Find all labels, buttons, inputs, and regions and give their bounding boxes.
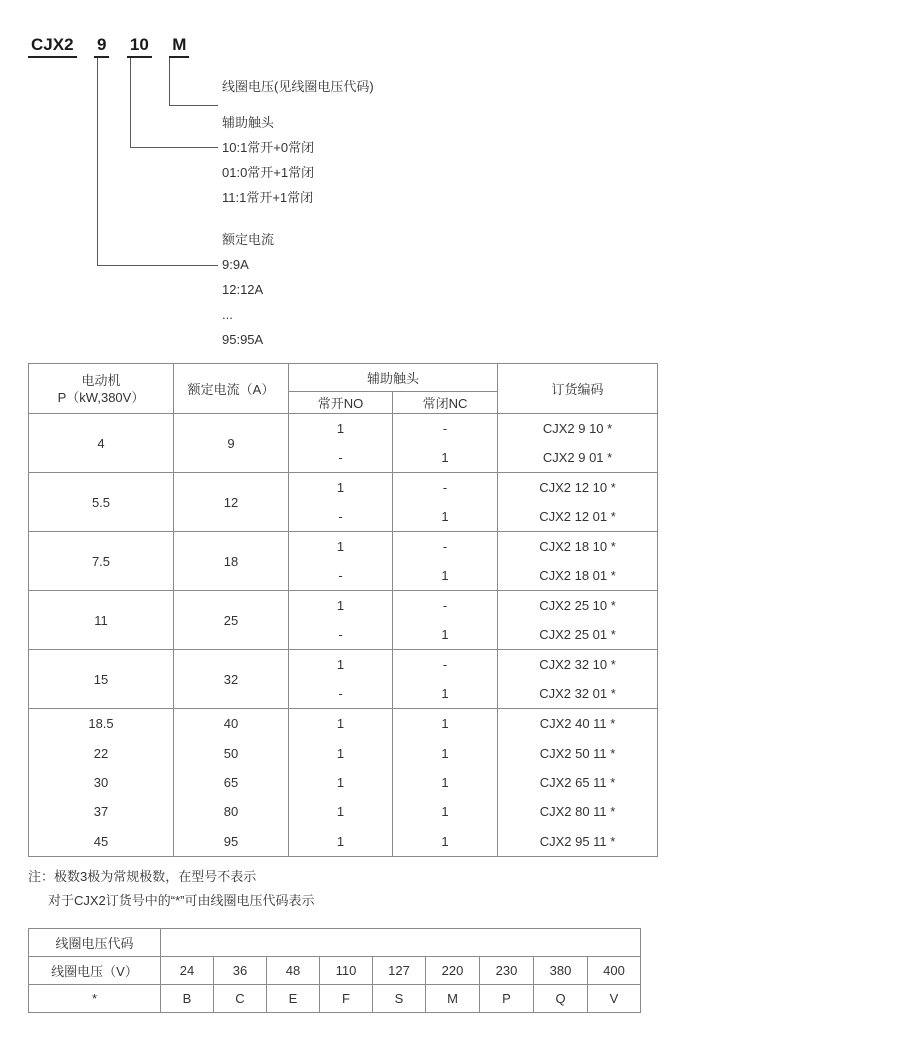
no-value: - (338, 450, 343, 465)
voltage-code: C (214, 985, 267, 1013)
rated-current: 65 (223, 774, 239, 790)
connector-line-current-h (97, 265, 218, 266)
voltage-value: 24 (161, 957, 214, 985)
coil-voltage-label: 线圈电压(见线圈电压代码) (222, 79, 374, 94)
order-code: CJX2 25 01 * (539, 627, 616, 642)
motor-power-cell: 7.5 (29, 532, 174, 591)
voltage-table-title-spacer (161, 929, 641, 957)
rated-current: 95 (223, 833, 239, 849)
order-code: CJX2 12 10 * (539, 480, 616, 495)
nc-cell (393, 532, 498, 591)
model-part-aux: 10 (127, 35, 152, 58)
voltage-code: S (373, 985, 426, 1013)
rated-current: 50 (223, 745, 239, 761)
motor-power: 45 (93, 833, 109, 849)
order-code: CJX2 80 11 * (539, 804, 616, 820)
col-header-nc: 常闭NC (393, 392, 498, 414)
col-header-rated-current: 额定电流（A） (174, 364, 289, 414)
nc-value: 1 (441, 804, 449, 820)
nc-value: 1 (441, 568, 449, 583)
nc-value: - (442, 539, 448, 554)
motor-power-cell: 5.5 (29, 473, 174, 532)
model-part-voltage: M (169, 35, 189, 58)
col-header-aux-contacts: 辅助触头 (289, 364, 498, 392)
rated-current-item: 12:12A (222, 282, 264, 297)
aux-contact-item: 10:1常开+0常闭 (222, 140, 315, 155)
table-row-combined (29, 709, 658, 857)
no-value: 1 (336, 539, 345, 554)
no-value: 1 (336, 421, 345, 436)
nc-value: 1 (441, 833, 449, 849)
voltage-code: E (267, 985, 320, 1013)
nc-value: 1 (441, 627, 449, 642)
voltage-code: V (588, 985, 641, 1013)
rated-current-cell: 9 (174, 414, 289, 473)
voltage-code: M (426, 985, 480, 1013)
order-code-cell (498, 532, 658, 591)
rated-current: 80 (223, 804, 239, 820)
order-code: CJX2 25 10 * (539, 598, 616, 613)
nc-cell (393, 650, 498, 709)
connector-line-voltage-h (169, 105, 218, 106)
rated-current-item: 95:95A (222, 332, 264, 347)
motor-power-cell: 4 (29, 414, 174, 473)
voltage-code: Q (534, 985, 588, 1013)
motor-power-cell (29, 709, 174, 857)
note-line-1: 注：极数3极为常规极数，在型号不表示 (28, 869, 257, 884)
rated-current: 40 (223, 716, 239, 732)
order-code: CJX2 32 10 * (539, 657, 616, 672)
rated-current-item: 9:9A (222, 257, 249, 272)
motor-power: 37 (93, 804, 109, 820)
nc-value: - (442, 480, 448, 495)
connector-line-aux-h (130, 147, 218, 148)
col-header-motor (29, 364, 174, 414)
motor-power: 22 (93, 745, 109, 761)
nc-value: 1 (441, 686, 449, 701)
aux-contact-heading: 辅助触头 (222, 115, 275, 130)
voltage-table-title: 线圈电压代码 (29, 929, 161, 957)
table-row (29, 650, 658, 709)
nc-cell (393, 709, 498, 857)
model-code (28, 35, 202, 58)
no-cell (289, 650, 393, 709)
no-cell (289, 709, 393, 857)
nc-cell (393, 473, 498, 532)
voltage-row-label: 线圈电压（V） (29, 957, 161, 985)
order-code-cell (498, 591, 658, 650)
voltage-value: 400 (588, 957, 641, 985)
no-value: - (338, 686, 343, 701)
note-line-2: 对于CJX2订货号中的“*”可由线圈电压代码表示 (48, 893, 315, 908)
order-code: CJX2 18 01 * (539, 568, 616, 583)
rated-current-cell: 32 (174, 650, 289, 709)
voltage-value: 380 (534, 957, 588, 985)
no-value: 1 (336, 657, 345, 672)
rated-current-cell (174, 709, 289, 857)
voltage-code: B (161, 985, 214, 1013)
star-row-label: * (29, 985, 161, 1013)
motor-power: 30 (93, 774, 109, 790)
model-part-series: CJX2 (28, 35, 77, 58)
order-code: CJX2 9 01 * (542, 450, 613, 465)
nc-cell (393, 591, 498, 650)
table-row (29, 532, 658, 591)
no-value: - (338, 568, 343, 583)
coil-voltage-table (28, 928, 641, 1013)
no-value: 1 (336, 598, 345, 613)
voltage-value: 230 (480, 957, 534, 985)
nc-cell (393, 414, 498, 473)
motor-power-cell: 11 (29, 591, 174, 650)
order-code-cell (498, 414, 658, 473)
model-part-current: 9 (94, 35, 109, 58)
rated-current-item: ... (222, 307, 233, 322)
order-code: CJX2 9 10 * (542, 421, 613, 436)
nc-value: 1 (441, 774, 449, 790)
rated-current-heading: 额定电流 (222, 232, 275, 247)
voltage-code: F (320, 985, 373, 1013)
rated-current-cell: 25 (174, 591, 289, 650)
nc-value: 1 (441, 716, 449, 732)
no-cell (289, 532, 393, 591)
rated-current-cell: 18 (174, 532, 289, 591)
no-cell (289, 591, 393, 650)
table-row (29, 414, 658, 473)
motor-power: 18.5 (88, 716, 114, 732)
nc-value: 1 (441, 509, 449, 524)
voltage-code: P (480, 985, 534, 1013)
table-row (29, 473, 658, 532)
order-code: CJX2 50 11 * (539, 745, 616, 761)
connector-line-voltage-v (169, 58, 170, 105)
voltage-value: 127 (373, 957, 426, 985)
motor-power-cell: 15 (29, 650, 174, 709)
no-value: - (338, 509, 343, 524)
voltage-value: 220 (426, 957, 480, 985)
no-value: 1 (336, 833, 345, 849)
connector-line-current-v (97, 58, 98, 265)
no-value: 1 (336, 480, 345, 495)
order-code: CJX2 40 11 * (539, 716, 616, 732)
no-cell (289, 414, 393, 473)
order-code: CJX2 95 11 * (539, 833, 616, 849)
order-code: CJX2 65 11 * (539, 774, 616, 790)
table-row (29, 591, 658, 650)
no-value: 1 (336, 774, 345, 790)
rated-current-cell: 12 (174, 473, 289, 532)
voltage-value: 48 (267, 957, 320, 985)
aux-contact-item: 11:1常开+1常闭 (222, 190, 314, 205)
nc-value: - (442, 598, 448, 613)
connector-line-aux-v (130, 58, 131, 147)
order-code-cell (498, 473, 658, 532)
col-header-motor-line1: 电动机 (81, 372, 121, 388)
no-cell (289, 473, 393, 532)
no-value: - (338, 627, 343, 642)
aux-contact-item: 01:0常开+1常闭 (222, 165, 315, 180)
nc-value: 1 (441, 450, 449, 465)
nc-value: - (442, 421, 448, 436)
col-header-no: 常开NO (289, 392, 393, 414)
order-code: CJX2 32 01 * (539, 686, 616, 701)
no-value: 1 (336, 745, 345, 761)
voltage-value: 36 (214, 957, 267, 985)
order-code-cell (498, 650, 658, 709)
no-value: 1 (336, 716, 345, 732)
order-code: CJX2 12 01 * (539, 509, 616, 524)
no-value: 1 (336, 804, 345, 820)
order-code-cell (498, 709, 658, 857)
nc-value: 1 (441, 745, 449, 761)
col-header-order-code: 订货编码 (498, 364, 658, 414)
order-code: CJX2 18 10 * (539, 539, 616, 554)
voltage-value: 110 (320, 957, 373, 985)
nc-value: - (442, 657, 448, 672)
selection-table (28, 363, 658, 857)
col-header-motor-line2: P（kW,380V） (57, 389, 145, 405)
